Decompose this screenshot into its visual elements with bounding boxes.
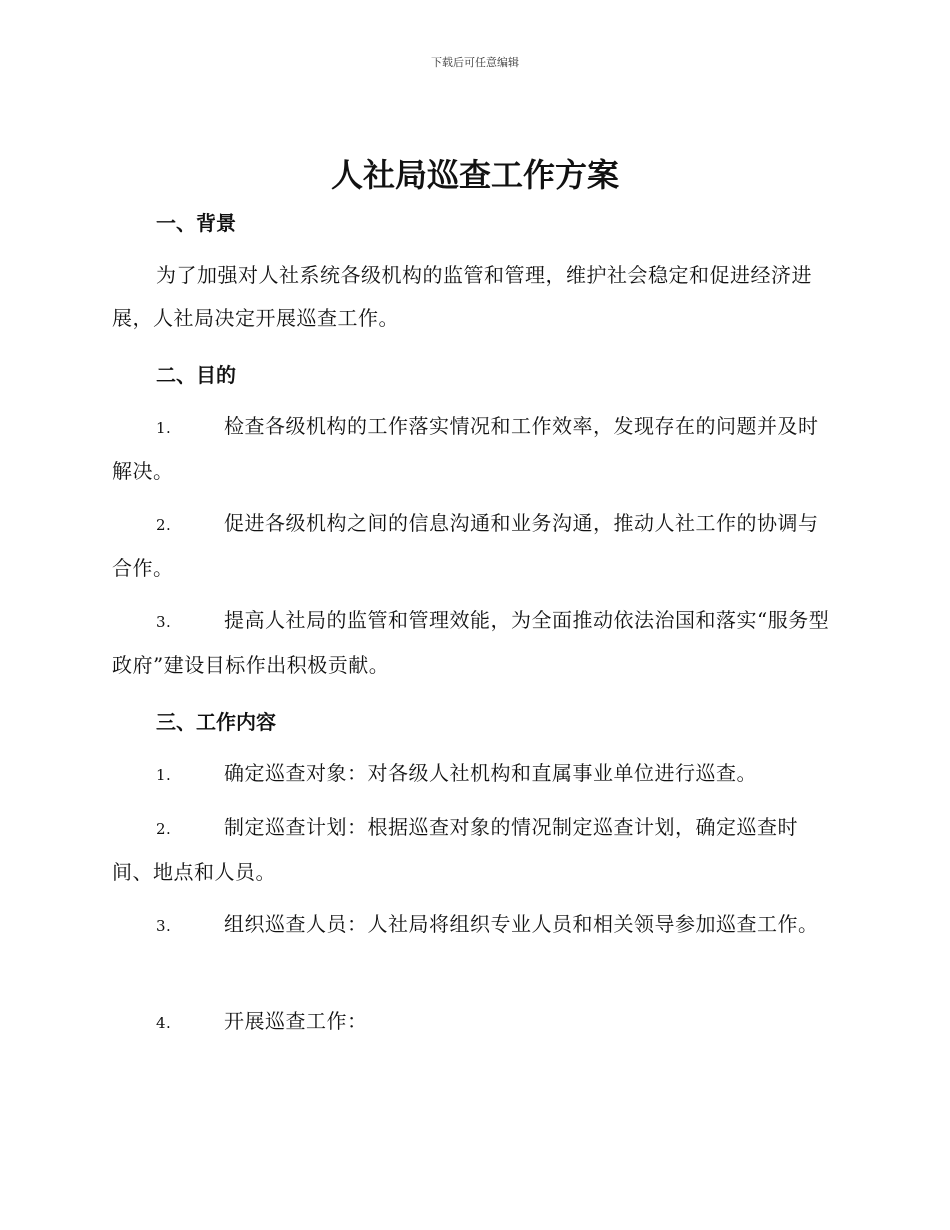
item-number: 1. [156, 766, 172, 784]
item-text: 确定巡查对象：对各级人社机构和直属事业单位进行巡查。 [224, 761, 757, 785]
work-item-2 [112, 806, 832, 894]
item-text: 制定巡查计划：根据巡查对象的情况制定巡查计划，确定巡查时间、地点和人员。 [112, 815, 798, 884]
purpose-item-3 [112, 599, 832, 687]
section-heading-background: 一、背景 [156, 211, 236, 235]
item-number: 3. [156, 917, 172, 935]
item-number: 2. [156, 820, 172, 838]
item-text: 促进各级机构之间的信息沟通和业务沟通，推动人社工作的协调与合作。 [112, 511, 819, 580]
work-item-1 [112, 752, 832, 797]
header-note: 下载后可任意编辑 [431, 56, 519, 69]
page-title: 人社局巡查工作方案 [330, 156, 619, 194]
work-item-3 [112, 903, 832, 948]
item-text: 提高人社局的监管和管理效能，为全面推动依法治国和落实“服务型政府”建设目标作出积极贡献。 [112, 608, 830, 677]
purpose-item-2 [112, 502, 832, 590]
item-text: 开展巡查工作： [224, 1009, 368, 1033]
item-number: 4. [156, 1014, 172, 1032]
work-item-4 [112, 1000, 832, 1045]
item-number: 3. [156, 613, 172, 631]
purpose-item-1 [112, 405, 832, 493]
item-number: 1. [156, 419, 172, 437]
item-number: 2. [156, 516, 172, 534]
item-text: 检查各级机构的工作落实情况和工作效率，发现存在的问题并及时解决。 [112, 414, 819, 483]
section-heading-purpose: 二、目的 [156, 363, 236, 387]
background-paragraph: 为了加强对人社系统各级机构的监管和管理，维护社会稳定和促进经济进展，人社局决定开展巡查工作。 [112, 263, 812, 330]
item-text: 组织巡查人员：人社局将组织专业人员和相关领导参加巡查工作。 [224, 912, 819, 936]
section-heading-work-content: 三、工作内容 [156, 710, 276, 734]
